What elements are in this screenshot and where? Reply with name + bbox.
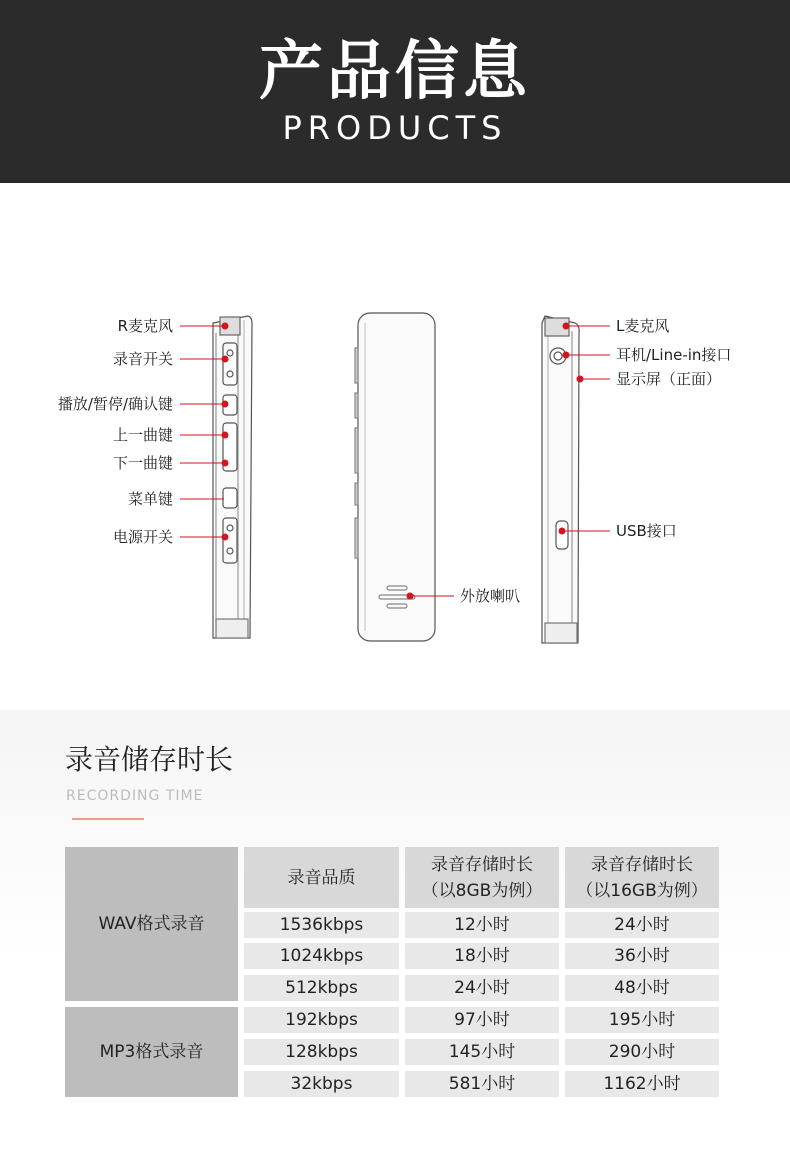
section-title: 录音储存时长: [65, 743, 234, 776]
table-cell: 290小时: [565, 1039, 719, 1065]
device-right-side: [542, 316, 579, 643]
format-cell-mp3: MP3格式录音: [65, 1007, 238, 1097]
table-cell: 48小时: [565, 975, 719, 1001]
table-cell: 1024kbps: [244, 943, 399, 969]
table-cell: 36小时: [565, 943, 719, 969]
table-cell: 97小时: [405, 1007, 559, 1033]
header-duration-8gb: 录音存储时长 （以8GB为例）: [405, 847, 559, 908]
table-cell: 1162小时: [565, 1071, 719, 1097]
table-cell: 12小时: [405, 912, 559, 938]
device-back: [355, 313, 435, 641]
label-l-mic: L麦克风: [616, 317, 670, 335]
label-play-pause-confirm: 播放/暂停/确认键: [57, 395, 173, 413]
label-display: 显示屏（正面）: [616, 370, 722, 388]
table-cell: 512kbps: [244, 975, 399, 1001]
table-cell: 128kbps: [244, 1039, 399, 1065]
label-prev-track: 上一曲键: [112, 426, 173, 444]
table-cell: 1536kbps: [244, 912, 399, 938]
table-cell: 24小时: [565, 912, 719, 938]
section-subtitle: RECORDING TIME: [66, 788, 204, 804]
page-subtitle: PRODUCTS: [282, 109, 508, 147]
label-menu-key: 菜单键: [127, 490, 173, 508]
table-cell: 32kbps: [244, 1071, 399, 1097]
section-accent-line: [72, 818, 144, 820]
label-power-switch: 电源开关: [112, 528, 173, 546]
page-title: 产品信息: [259, 35, 531, 109]
label-usb-port: USB接口: [616, 522, 677, 540]
label-record-switch: 录音开关: [112, 350, 173, 368]
label-speaker: 外放喇叭: [460, 587, 521, 605]
header-banner: [0, 0, 790, 183]
table-cell: 18小时: [405, 943, 559, 969]
table-cell: 145小时: [405, 1039, 559, 1065]
table-cell: 192kbps: [244, 1007, 399, 1033]
label-r-mic: R麦克风: [117, 317, 173, 335]
format-cell-wav: WAV格式录音: [65, 847, 238, 1001]
header-quality: 录音品质: [244, 847, 399, 908]
label-next-track: 下一曲键: [112, 454, 173, 472]
label-headphone-line-in: 耳机/Line-in接口: [616, 346, 732, 364]
product-diagram: [0, 183, 790, 710]
table-cell: 24小时: [405, 975, 559, 1001]
table-cell: 195小时: [565, 1007, 719, 1033]
device-left-side: [213, 316, 252, 638]
device-illustration: [0, 183, 790, 710]
table-cell: 581小时: [405, 1071, 559, 1097]
recording-time-section: [0, 710, 790, 1163]
header-duration-16gb: 录音存储时长 （以16GB为例）: [565, 847, 719, 908]
